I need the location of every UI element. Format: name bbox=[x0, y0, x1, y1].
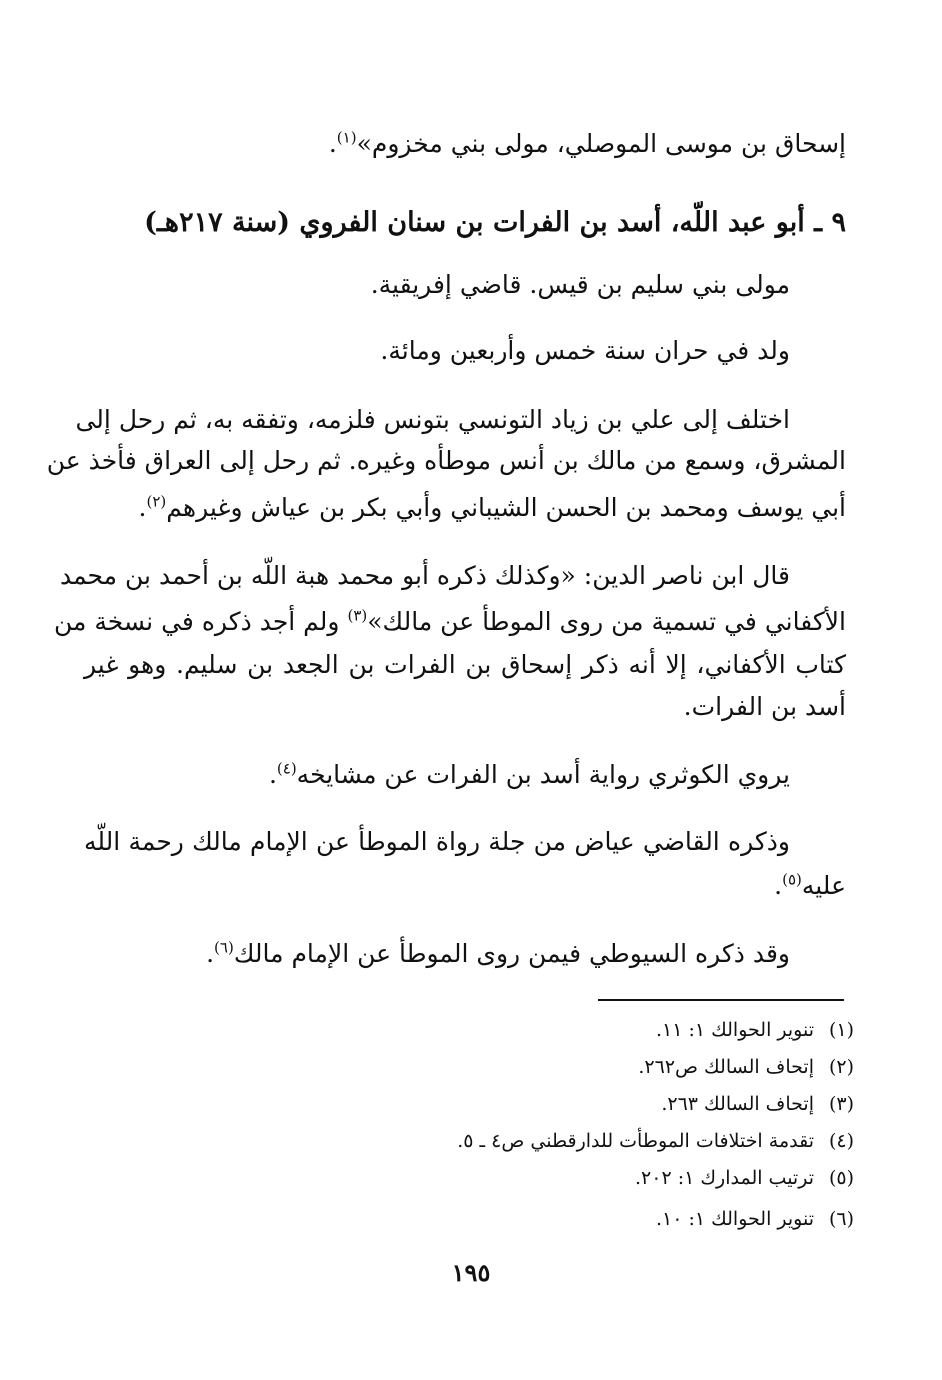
footnote-number: (١) bbox=[828, 1019, 854, 1041]
text-run: . bbox=[138, 493, 147, 522]
footnote-ref-3: (٣) bbox=[347, 606, 368, 625]
footnote-ref-6: (٦) bbox=[214, 938, 234, 957]
footnote-text: تقدمة اختلافات الموطأت للدارقطني ص٤ ـ ٥. bbox=[457, 1130, 814, 1152]
paragraph-line: كتاب الأكفاني، إلا أنه ذكر إسحاق بن الفرات بن الجعد بن سليم. وهو غير bbox=[84, 650, 846, 679]
continuation-line bbox=[84, 124, 846, 164]
text-run: . bbox=[268, 760, 277, 789]
footnote-item bbox=[656, 1205, 854, 1233]
footnote-number: (٥) bbox=[828, 1167, 854, 1189]
footnote-separator bbox=[598, 999, 844, 1001]
footnote-item bbox=[457, 1127, 854, 1155]
text-run: إسحاق بن موسى الموصلي، مولى بني مخزوم» bbox=[356, 129, 846, 158]
footnote-item bbox=[635, 1164, 854, 1192]
paragraph-line bbox=[84, 934, 790, 974]
paragraph-line bbox=[53, 602, 846, 642]
paragraph-line: قال ابن ناصر الدين: «وكذلك ذكره أبو محمد هبة اللّه بن أحمد بن محمد bbox=[59, 561, 790, 590]
footnote-number: (٢) bbox=[828, 1056, 854, 1078]
footnote-ref-5: (٥) bbox=[782, 870, 802, 889]
text-run: يروي الكوثري رواية أسد بن الفرات عن مشايخه bbox=[296, 760, 790, 789]
footnote-item bbox=[638, 1053, 854, 1081]
footnote-number: (٦) bbox=[828, 1208, 854, 1230]
text-run: . bbox=[328, 129, 337, 158]
footnote-ref-1: (١) bbox=[336, 128, 357, 147]
footnote-text: إتحاف السالك ٢٦٣. bbox=[661, 1093, 814, 1115]
text-run: . bbox=[206, 939, 215, 968]
text-run: أبي يوسف ومحمد بن الحسن الشيباني وأبي بكر بن عياش وغيرهم bbox=[166, 493, 846, 522]
paragraph-line bbox=[84, 866, 846, 906]
paragraph-line: وذكره القاضي عياض من جلة رواة الموطأ عن الإمام مالك رحمة اللّه bbox=[84, 827, 790, 856]
text-run: . bbox=[774, 871, 783, 900]
footnote-ref-4: (٤) bbox=[276, 759, 297, 778]
text-run: الأكفاني في تسمية من روى الموطأ عن مالك» bbox=[367, 607, 846, 636]
paragraph-line: مولى بني سليم بن قيس. قاضي إفريقية. bbox=[370, 270, 790, 299]
footnote-number: (٣) bbox=[828, 1093, 854, 1115]
footnote-item bbox=[656, 1016, 854, 1044]
footnote-text: تنوير الحوالك ١: ١٠. bbox=[655, 1208, 814, 1230]
paragraph-line: ولد في حران سنة خمس وأربعين ومائة. bbox=[380, 336, 790, 365]
footnote-text: تنوير الحوالك ١: ١١. bbox=[655, 1019, 814, 1041]
paragraph-line: المشرق، وسمع من مالك بن أنس موطأه وغيره. ثم رحل إلى العراق فأخذ عن bbox=[46, 446, 846, 475]
text-run: وقد ذكره السيوطي فيمن روى الموطأ عن الإمام مالك bbox=[233, 939, 790, 968]
text-run: عليه bbox=[801, 871, 846, 900]
footnote-text: إتحاف السالك ص٢٦٢. bbox=[638, 1056, 814, 1078]
paragraph-line bbox=[84, 755, 790, 795]
paragraph-line bbox=[84, 488, 846, 528]
paragraph-line: اختلف إلى علي بن زياد التونسي بتونس فلزمه، وتفقه به، ثم رحل إلى bbox=[75, 405, 790, 434]
footnote-item bbox=[661, 1090, 854, 1118]
footnote-ref-2: (٢) bbox=[146, 492, 167, 511]
footnote-number: (٤) bbox=[828, 1130, 854, 1152]
entry-heading: ٩ ـ أبو عبد اللّه، أسد بن الفرات بن سنان الفروي (سنة ٢١٧هـ) bbox=[144, 207, 846, 238]
paragraph-line: أسد بن الفرات. bbox=[683, 692, 846, 721]
footnote-text: ترتيب المدارك ١: ٢٠٢. bbox=[634, 1167, 814, 1189]
page-number: ١٩٥ bbox=[451, 1258, 491, 1287]
text-run: ولم أجد ذكره في نسخة من bbox=[53, 607, 348, 636]
